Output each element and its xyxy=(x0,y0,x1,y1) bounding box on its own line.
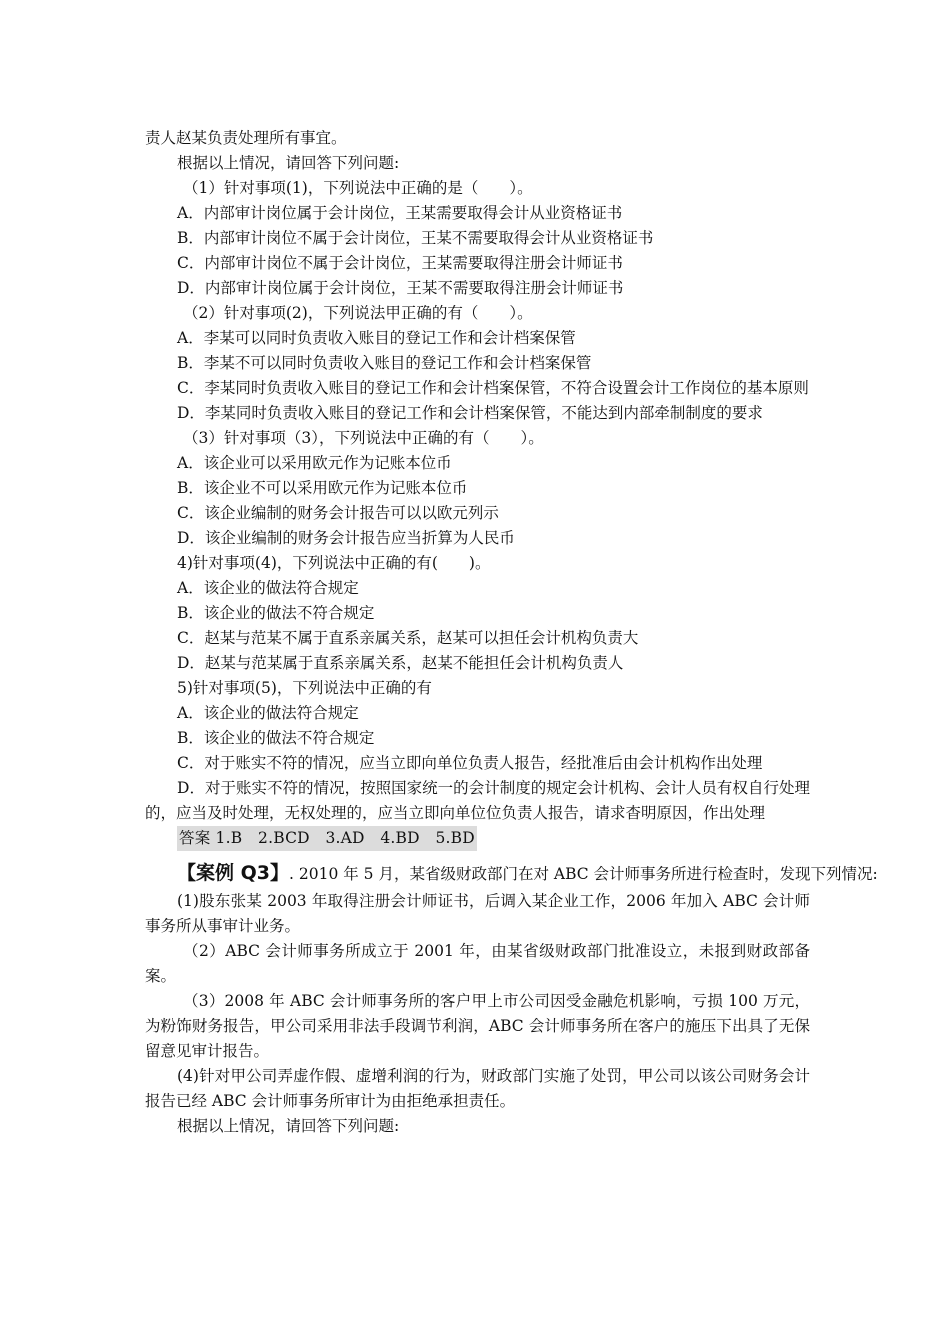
answer-key: 答案 1.B 2.BCD 3.AD 4.BD 5.BD xyxy=(177,826,477,851)
option-a: A．该企业的做法符合规定 xyxy=(177,704,359,722)
case-intro: . 2010 年 5 月，某省级财政部门在对 ABC 会计师事务所进行检查时，发现下列情况: xyxy=(289,865,878,883)
option-d: D．对于账实不符的情况，按照国家统一的会计制度的规定会计机构、会计人员有权自行处理的，应当及时处理，无权处理的，应当立即向单位位负责人报告，请求杳明原因，作出处理 xyxy=(145,779,810,822)
text-line: 责人赵某负责处理所有事宜。 xyxy=(145,129,347,147)
case-item: (1)股东张某 2003 年取得注册会计师证书，后调入某企业工作，2006 年加入 ABC 会计师事务所从事审计业务。 xyxy=(145,892,810,935)
option-a: A．该企业可以采用欧元作为记账本位币 xyxy=(177,454,452,472)
question-1: （1）针对事项(1)，下列说法中正确的是（ ）。 xyxy=(183,179,533,197)
case-heading xyxy=(145,858,878,889)
option-a: A．内部审计岗位属于会计岗位，王某需要取得会计从业资格证书 xyxy=(177,204,623,222)
option-b: B．该企业的做法不符合规定 xyxy=(177,729,375,747)
option-c: C．内部审计岗位不属于会计岗位，王某需要取得注册会计师证书 xyxy=(177,254,623,272)
option-a: A．该企业的做法符合规定 xyxy=(177,579,359,597)
option-a: A．李某可以同时负责收入账目的登记工作和会计档案保管 xyxy=(177,329,576,347)
case-item: （2）ABC 会计师事务所成立于 2001 年，由某省级财政部门批准设立，未报到财政部备案。 xyxy=(145,942,810,985)
option-c: C．李某同时负责收入账目的登记工作和会计档案保管，不符合设置会计工作岗位的基本原则 xyxy=(177,379,809,397)
case-prompt: 根据以上情况，请回答下列问题: xyxy=(177,1117,400,1135)
option-c: C．赵某与范某不属于直系亲属关系，赵某可以担任会计机构负责大 xyxy=(177,629,639,647)
option-b: B．李某不可以同时负责收入账目的登记工作和会计档案保管 xyxy=(177,354,592,372)
case-title: 【案例 Q3】 xyxy=(177,862,289,884)
option-c: C．该企业编制的财务会计报告可以以欧元列示 xyxy=(177,504,499,522)
option-d: D．李某同时负责收入账目的登记工作和会计档案保管，不能达到内部牵制制度的要求 xyxy=(177,404,763,422)
option-d: D．该企业编制的财务会计报告应当折算为人民币 xyxy=(177,529,515,547)
option-d: D．赵某与范某属于直系亲属关系，赵某不能担任会计机构负责人 xyxy=(177,654,624,672)
option-b: B．内部审计岗位不属于会计岗位，王某不需要取得会计从业资格证书 xyxy=(177,229,654,247)
option-c: C．对于账实不符的情况，应当立即向单位负责人报告，经批准后由会计机构作出处理 xyxy=(177,754,763,772)
text-line: 根据以上情况，请回答下列问题: xyxy=(177,154,400,172)
question-5: 5)针对事项(5)，下列说法中正确的有 xyxy=(177,679,432,697)
option-b: B．该企业不可以采用欧元作为记账本位币 xyxy=(177,479,468,497)
option-d: D．内部审计岗位属于会计岗位，王某不需要取得注册会计师证书 xyxy=(177,279,624,297)
case-item: （3）2008 年 ABC 会计师事务所的客户甲上市公司因受金融危机影响，亏损 100 万元，为粉饰财务报告，甲公司采用非法手段调节利润，ABC 会计师事务所在客户的施压下出具了无保留意见审计报告。 xyxy=(145,992,810,1060)
option-b: B．该企业的做法不符合规定 xyxy=(177,604,375,622)
answer-line xyxy=(145,826,810,851)
question-4: 4)针对事项(4)，下列说法中正确的有( )。 xyxy=(177,554,491,572)
question-3: （3）针对事项（3），下列说法中正确的有（ ）。 xyxy=(183,429,544,447)
document-body xyxy=(145,126,878,1139)
question-2: （2）针对事项(2)，下列说法甲正确的有（ ）。 xyxy=(183,304,533,322)
case-item: (4)针对甲公司弄虚作假、虚增利润的行为，财政部门实施了处罚，甲公司以该公司财务会计报告已经 ABC 会计师事务所审计为由拒绝承担责任。 xyxy=(145,1067,810,1110)
